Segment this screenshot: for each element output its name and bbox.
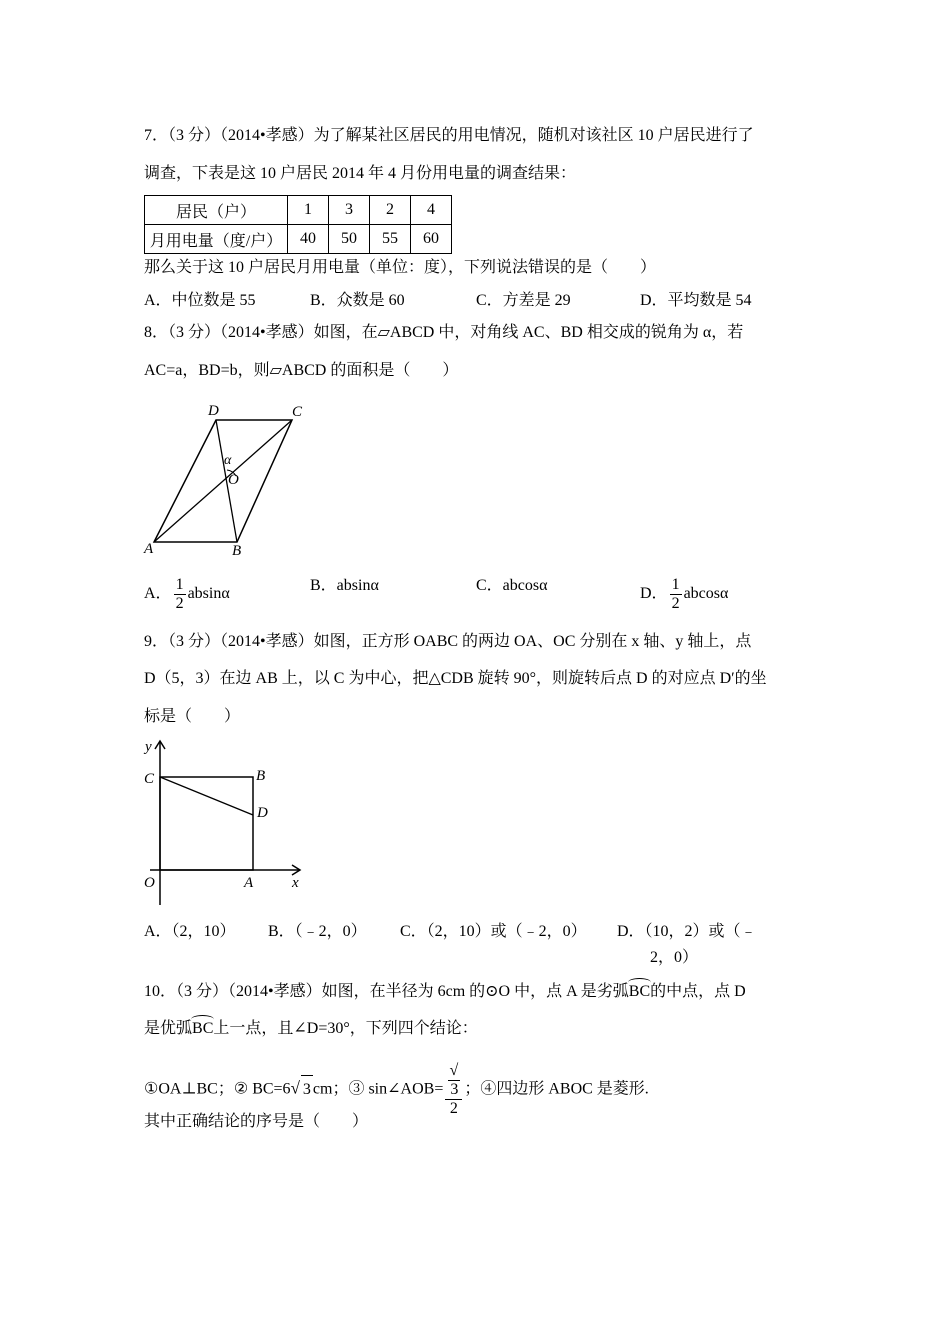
fraction-numerator [445,1062,462,1100]
table-cell: 1 [288,196,329,225]
q8-line1: 8．（3 分）（2014•孝感）如图，在▱ABCD 中，对角线 AC、BD 相交成的锐角为 α，若 [144,324,744,341]
label-x: x [292,875,299,891]
table-cell: 4 [411,196,452,225]
fraction-numerator: 1 [671,576,680,593]
q7-line3: 那么关于这 10 户居民月用电量（单位：度），下列说法错误的是（ ） [144,259,657,276]
table-header-residents: 居民（户） [145,196,288,225]
q9-option-d: D．（10，2）或（﹣ [617,923,757,940]
q10-line2-text-end: 上一点，且∠D=30°，下列四个结论： [213,1020,478,1037]
fraction-half [174,576,186,613]
fraction-sqrt3-over-2 [445,1062,462,1118]
q9-option-d-cont: 2，0） [650,949,699,966]
option-text: absinα [187,585,230,603]
table-cell: 50 [329,225,370,254]
label-alpha: α [224,453,232,468]
q7-option-a: A．中位数是 55 [144,292,256,309]
q10-line4: 其中正确结论的序号是（ ） [144,1113,369,1130]
q8-option-d [640,576,728,613]
table-row [145,225,452,254]
table-cell: 55 [370,225,411,254]
q7-line2: 调查，下表是这 10 户居民 2014 年 4 月份用电量的调查结果： [144,165,577,182]
segment-cd [160,777,253,815]
q10-line1-text: 10．（3 分）（2014•孝感）如图，在半径为 6cm 的⊙O 中，点 A 是劣弧 [144,983,629,1000]
q9-line1: 9．（3 分）（2014•孝感）如图，正方形 OABC 的两边 OA、OC 分别在 x 轴、y 轴上，点 [144,633,752,650]
table-header-usage: 月用电量（度/户） [145,225,288,254]
q9-line3: 标是（ ） [144,708,241,725]
fraction-denominator: 2 [671,595,680,612]
conclusion-1-2: ①OA⊥BC；② BC=6 [144,1080,291,1098]
table-cell: 2 [370,196,411,225]
fraction-numerator: 1 [175,576,184,593]
square-oabc [160,777,253,870]
q8-line2: AC=a，BD=b，则▱ABCD 的面积是（ ） [144,362,459,379]
label-c: C [144,771,155,787]
arc-bc: BC [628,983,651,1000]
option-text: abcosα [683,585,729,603]
q10-line2-text: 是优弧 [144,1020,193,1037]
label-b: B [232,543,242,559]
sqrt-icon: √ [449,1062,459,1079]
q7-option-c: C．方差是 29 [476,292,571,309]
diagonal-ac [154,420,292,542]
conclusion-3: cm；③ sin∠AOB= [312,1080,444,1098]
sqrt-icon: √ [290,1078,300,1098]
fraction-denominator: 2 [175,595,184,612]
fraction-half [670,576,682,613]
arc-bc: BC [192,1020,214,1037]
conclusion-4: ；④四边形 ABOC 是菱形. [464,1080,649,1098]
table-row [145,196,452,225]
label-o: O [228,472,239,488]
label-b: B [256,768,266,784]
label-a: A [244,875,254,891]
label-d: D [257,805,268,821]
parallelogram-figure [140,395,310,560]
q9-option-b: B．（﹣2，0） [268,923,367,940]
q10-line2 [144,1019,478,1039]
option-prefix: A． [144,585,172,603]
q7-line1: 7．（3 分）（2014•孝感）为了解某社区居民的用电情况，随机对该社区 10 户居民进行了 [144,127,754,144]
label-d: D [208,403,219,419]
q8-option-a [144,576,230,613]
q8-option-c: C．abcosα [476,577,548,594]
label-y: y [145,739,152,755]
q7-option-d: D．平均数是 54 [640,292,752,309]
q8-option-b: B．absinα [310,577,379,594]
table-cell: 3 [329,196,370,225]
label-o: O [144,875,155,891]
q10-line1-text-end: 的中点，点 D [650,983,746,1000]
table-cell: 60 [411,225,452,254]
square-figure [140,735,310,910]
label-c: C [292,404,303,420]
q9-option-a: A．（2，10） [144,923,236,940]
q7-option-b: B．众数是 60 [310,292,405,309]
sqrt-radicand: 3 [301,1075,313,1104]
label-a: A [144,541,154,557]
q9-line2: D（5，3）在边 AB 上，以 C 为中心，把△CDB 旋转 90°，则旋转后点 D 的对应点 D′的坐 [144,670,767,687]
fraction-denominator: 2 [449,1100,458,1117]
survey-table [144,195,452,254]
table-cell: 40 [288,225,329,254]
sqrt-radicand: 3 [450,1081,459,1098]
q10-line3 [144,1062,649,1118]
option-prefix: D． [640,585,668,603]
q9-option-c: C．（2，10）或（﹣2，0） [400,923,587,940]
q10-line1 [144,982,746,1002]
